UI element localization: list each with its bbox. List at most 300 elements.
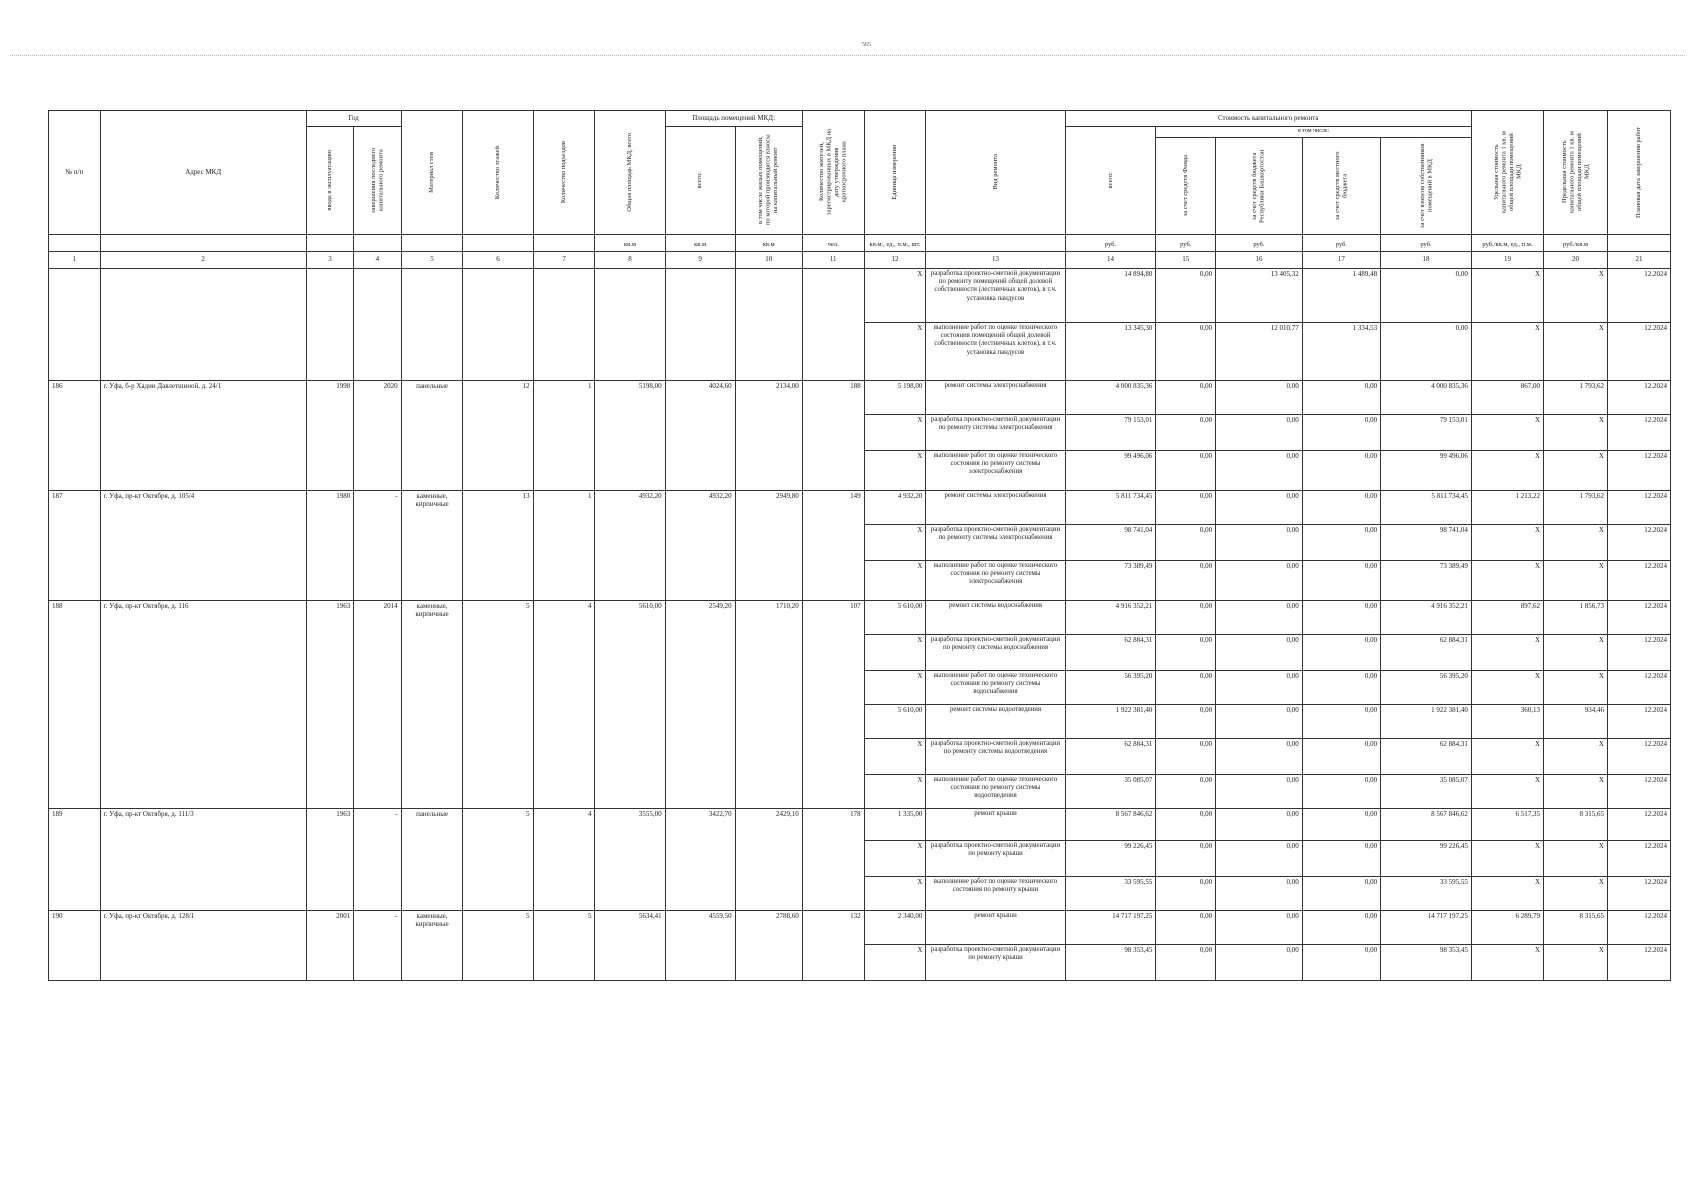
cost-fund: 0,00: [1156, 634, 1216, 670]
house-number: 187: [49, 490, 101, 524]
entrances: 1: [533, 490, 595, 524]
area-residential: [735, 774, 802, 808]
total-area: [595, 876, 665, 910]
cost-republic: 0,00: [1216, 490, 1303, 524]
residents: 178: [802, 808, 864, 840]
last-repair-year: [354, 524, 401, 560]
limit-cost: X: [1544, 450, 1608, 490]
residents: [802, 876, 864, 910]
wall-material: панельные: [401, 380, 463, 414]
work-type: ремонт крыши: [926, 808, 1065, 840]
cost-total: 13 345,30: [1065, 322, 1156, 380]
limit-cost: X: [1544, 738, 1608, 774]
total-area: [595, 560, 665, 600]
house-number: [49, 840, 101, 876]
floors: [463, 670, 533, 704]
residents: [802, 738, 864, 774]
limit-cost: 1 856,73: [1544, 600, 1608, 634]
wall-material: [401, 704, 463, 738]
entrances: [533, 774, 595, 808]
total-area: [595, 414, 665, 450]
residents: [802, 944, 864, 980]
cost-owners: 0,00: [1381, 268, 1472, 322]
house-address: [100, 322, 306, 380]
cost-owners: 4 916 352,21: [1381, 600, 1472, 634]
unit-value: 5 610,00: [864, 704, 926, 738]
area-all: [665, 944, 735, 980]
cost-republic: 13 405,32: [1216, 268, 1303, 322]
floors: [463, 944, 533, 980]
table-row: [49, 600, 1671, 634]
limit-cost: 8 315,65: [1544, 910, 1608, 944]
hdr-commission-year: ввода в эксплуатацию: [306, 127, 353, 235]
last-repair-year: [354, 450, 401, 490]
cost-republic: 12 010,77: [1216, 322, 1303, 380]
commission-year: [306, 322, 353, 380]
colnum: 11: [802, 251, 864, 268]
unit-value: X: [864, 450, 926, 490]
limit-cost: X: [1544, 840, 1608, 876]
residents: 132: [802, 910, 864, 944]
house-number: [49, 876, 101, 910]
table-row: [49, 524, 1671, 560]
commission-year: [306, 774, 353, 808]
unit-value: X: [864, 634, 926, 670]
plan-date: 12.2024: [1607, 268, 1670, 322]
work-type: разработка проектно-сметной документации по ремонту системы водоотведения: [926, 738, 1065, 774]
commission-year: 1998: [306, 380, 353, 414]
cost-owners: 99 226,45: [1381, 840, 1472, 876]
cost-total: 5 811 734,45: [1065, 490, 1156, 524]
unit-cost: X: [1471, 634, 1543, 670]
residents: [802, 322, 864, 380]
cost-fund: 0,00: [1156, 808, 1216, 840]
hdr-plan-date: Плановая дата завершения работ: [1607, 111, 1670, 235]
area-all: [665, 670, 735, 704]
unit-cost: X: [1471, 560, 1543, 600]
commission-year: 1980: [306, 490, 353, 524]
wall-material: [401, 876, 463, 910]
work-type: разработка проектно-сметной документации по ремонту крыши: [926, 840, 1065, 876]
total-area: 3555,00: [595, 808, 665, 840]
cost-local: 0,00: [1302, 414, 1380, 450]
cost-fund: 0,00: [1156, 876, 1216, 910]
cost-local: 0,00: [1302, 704, 1380, 738]
table-row: [49, 560, 1671, 600]
total-area: [595, 840, 665, 876]
unit-18: руб.: [1381, 234, 1472, 251]
plan-date: 12.2024: [1607, 738, 1670, 774]
last-repair-year: [354, 876, 401, 910]
cost-fund: 0,00: [1156, 322, 1216, 380]
plan-date: 12.2024: [1607, 560, 1670, 600]
area-residential: 1710,20: [735, 600, 802, 634]
last-repair-year: [354, 670, 401, 704]
work-type: выполнение работ по оценке технического состояния по ремонту системы водоснабжения: [926, 670, 1065, 704]
unit-value: X: [864, 268, 926, 322]
colnum: 9: [665, 251, 735, 268]
cost-republic: 0,00: [1216, 600, 1303, 634]
cost-republic: 0,00: [1216, 450, 1303, 490]
unit-cost: 6 289,79: [1471, 910, 1543, 944]
residents: [802, 560, 864, 600]
cost-local: 0,00: [1302, 670, 1380, 704]
unit-19: руб./кв.м, ед., п.м.: [1471, 234, 1543, 251]
hdr-cost-fund: за счет средств Фонда: [1156, 137, 1216, 234]
entrances: [533, 840, 595, 876]
unit-value: X: [864, 944, 926, 980]
unit-value: X: [864, 414, 926, 450]
cost-local: 0,00: [1302, 910, 1380, 944]
page-number: 565: [862, 42, 871, 48]
unit-value: 2 340,00: [864, 910, 926, 944]
house-address: [100, 944, 306, 980]
unit-value: X: [864, 670, 926, 704]
cost-fund: 0,00: [1156, 380, 1216, 414]
floors: [463, 450, 533, 490]
table-row: [49, 380, 1671, 414]
table-row: [49, 840, 1671, 876]
area-all: [665, 774, 735, 808]
house-number: [49, 634, 101, 670]
last-repair-year: [354, 704, 401, 738]
wall-material: [401, 524, 463, 560]
unit-cost: X: [1471, 944, 1543, 980]
table-row: [49, 670, 1671, 704]
last-repair-year: [354, 268, 401, 322]
work-type: выполнение работ по оценке технического состояния по ремонту системы электроснабжения: [926, 450, 1065, 490]
cost-owners: 33 595,55: [1381, 876, 1472, 910]
work-type: ремонт системы водоотведения: [926, 704, 1065, 738]
total-area: [595, 634, 665, 670]
total-area: [595, 524, 665, 560]
house-address: [100, 268, 306, 322]
cost-fund: 0,00: [1156, 268, 1216, 322]
cost-total: 79 153,01: [1065, 414, 1156, 450]
floors: 5: [463, 600, 533, 634]
plan-date: 12.2024: [1607, 524, 1670, 560]
limit-cost: 1 793,62: [1544, 380, 1608, 414]
hdr-area-residential: в том числе жилых помещений, по которой производятся взносы на капитальный ремонт: [735, 127, 802, 235]
cost-owners: 0,00: [1381, 322, 1472, 380]
hdr-cost-local: за счет средств местного бюджета: [1302, 137, 1380, 234]
hdr-wall-material: Материал стен: [401, 111, 463, 235]
colnum: 18: [1381, 251, 1472, 268]
plan-date: 12.2024: [1607, 414, 1670, 450]
entrances: [533, 738, 595, 774]
hdr-year-group: Год: [306, 111, 401, 127]
cost-republic: 0,00: [1216, 774, 1303, 808]
table-row: [49, 268, 1671, 322]
entrances: [533, 268, 595, 322]
colnum: 14: [1065, 251, 1156, 268]
commission-year: [306, 670, 353, 704]
entrances: 1: [533, 380, 595, 414]
unit-cost: X: [1471, 670, 1543, 704]
area-residential: 2134,00: [735, 380, 802, 414]
colnum: 5: [401, 251, 463, 268]
last-repair-year: [354, 560, 401, 600]
area-residential: 2949,80: [735, 490, 802, 524]
area-all: [665, 738, 735, 774]
cost-fund: 0,00: [1156, 738, 1216, 774]
limit-cost: X: [1544, 560, 1608, 600]
plan-date: 12.2024: [1607, 910, 1670, 944]
plan-date: 12.2024: [1607, 704, 1670, 738]
cost-fund: 0,00: [1156, 840, 1216, 876]
unit-value: X: [864, 840, 926, 876]
cost-total: 56 395,20: [1065, 670, 1156, 704]
hdr-floors: Количество этажей: [463, 111, 533, 235]
table-row: [49, 322, 1671, 380]
wall-material: каменные, кирпичные: [401, 490, 463, 524]
commission-year: [306, 634, 353, 670]
limit-cost: 934,46: [1544, 704, 1608, 738]
cost-fund: 0,00: [1156, 774, 1216, 808]
floors: [463, 322, 533, 380]
cost-republic: 0,00: [1216, 738, 1303, 774]
work-type: разработка проектно-сметной документации по ремонту крыши: [926, 944, 1065, 980]
cost-republic: 0,00: [1216, 876, 1303, 910]
entrances: [533, 450, 595, 490]
cost-owners: 4 000 835,36: [1381, 380, 1472, 414]
house-number: [49, 774, 101, 808]
area-all: [665, 840, 735, 876]
area-residential: [735, 670, 802, 704]
commission-year: 1963: [306, 808, 353, 840]
hdr-entrances: Количество подъездов: [533, 111, 595, 235]
unit-value: 5 198,00: [864, 380, 926, 414]
table-row: [49, 774, 1671, 808]
unit-12: кв.м., ед., п.м., шт.: [864, 234, 926, 251]
table-row: [49, 490, 1671, 524]
work-type: выполнение работ по оценке технического состояния по ремонту крыши: [926, 876, 1065, 910]
cost-local: 0,00: [1302, 774, 1380, 808]
hdr-unit-cost: Удельная стоимость капитального ремонта 1 кв. м общей площади помещений МКД: [1471, 111, 1543, 235]
area-residential: [735, 268, 802, 322]
wall-material: [401, 634, 463, 670]
cost-republic: 0,00: [1216, 670, 1303, 704]
plan-date: 12.2024: [1607, 840, 1670, 876]
limit-cost: X: [1544, 944, 1608, 980]
wall-material: [401, 450, 463, 490]
commission-year: 1963: [306, 600, 353, 634]
residents: 107: [802, 600, 864, 634]
cost-total: 1 922 381,40: [1065, 704, 1156, 738]
total-area: 5610,00: [595, 600, 665, 634]
cost-local: 0,00: [1302, 600, 1380, 634]
colnum: 20: [1544, 251, 1608, 268]
house-address: [100, 738, 306, 774]
colnum: 12: [864, 251, 926, 268]
total-area: [595, 774, 665, 808]
hdr-cost-total: всего:: [1065, 127, 1156, 235]
entrances: 4: [533, 808, 595, 840]
last-repair-year: [354, 634, 401, 670]
plan-date: 12.2024: [1607, 944, 1670, 980]
commission-year: [306, 414, 353, 450]
limit-cost: X: [1544, 634, 1608, 670]
area-residential: [735, 560, 802, 600]
commission-year: [306, 876, 353, 910]
cost-total: 35 085,07: [1065, 774, 1156, 808]
house-number: [49, 322, 101, 380]
cost-fund: 0,00: [1156, 670, 1216, 704]
hdr-num: № п/п: [49, 111, 101, 235]
table-row: [49, 414, 1671, 450]
house-number: [49, 944, 101, 980]
house-address: [100, 450, 306, 490]
unit-value: X: [864, 774, 926, 808]
hdr-incl: в том числе:: [1156, 127, 1472, 138]
work-type: разработка проектно-сметной документации по ремонту помещений общей долевой собственности (лестничных клеток), в т.ч. установка пандусов: [926, 268, 1065, 322]
house-address: [100, 774, 306, 808]
last-repair-year: -: [354, 910, 401, 944]
plan-date: 12.2024: [1607, 634, 1670, 670]
total-area: [595, 322, 665, 380]
cost-republic: 0,00: [1216, 840, 1303, 876]
colnum: 16: [1216, 251, 1303, 268]
total-area: [595, 450, 665, 490]
cost-owners: 1 922 381,40: [1381, 704, 1472, 738]
cost-fund: 0,00: [1156, 524, 1216, 560]
cost-owners: 35 085,07: [1381, 774, 1472, 808]
cost-total: 98 353,45: [1065, 944, 1156, 980]
house-address: г. Уфа, пр-кт Октября, д. 128/1: [100, 910, 306, 944]
plan-date: 12.2024: [1607, 876, 1670, 910]
plan-date: 12.2024: [1607, 450, 1670, 490]
cost-local: 0,00: [1302, 490, 1380, 524]
commission-year: [306, 268, 353, 322]
house-number: 189: [49, 808, 101, 840]
area-all: [665, 634, 735, 670]
cost-total: 4 916 352,21: [1065, 600, 1156, 634]
unit-value: X: [864, 524, 926, 560]
area-residential: [735, 840, 802, 876]
house-address: [100, 524, 306, 560]
cost-owners: 98 353,45: [1381, 944, 1472, 980]
colnum: 13: [926, 251, 1065, 268]
cost-local: 0,00: [1302, 738, 1380, 774]
plan-date: 12.2024: [1607, 670, 1670, 704]
wall-material: [401, 738, 463, 774]
area-all: [665, 322, 735, 380]
last-repair-year: -: [354, 490, 401, 524]
house-number: [49, 414, 101, 450]
entrances: [533, 560, 595, 600]
area-all: [665, 414, 735, 450]
unit-cost: X: [1471, 876, 1543, 910]
unit-cost: 1 213,22: [1471, 490, 1543, 524]
area-all: [665, 876, 735, 910]
cost-fund: 0,00: [1156, 490, 1216, 524]
wall-material: каменные, кирпичные: [401, 600, 463, 634]
total-area: [595, 268, 665, 322]
limit-cost: X: [1544, 414, 1608, 450]
work-type: ремонт системы электроснабжения: [926, 380, 1065, 414]
wall-material: [401, 414, 463, 450]
area-residential: 2788,60: [735, 910, 802, 944]
cost-fund: 0,00: [1156, 450, 1216, 490]
area-all: [665, 450, 735, 490]
area-residential: [735, 738, 802, 774]
hdr-address: Адрес МКД: [100, 111, 306, 235]
area-residential: [735, 704, 802, 738]
plan-date: 12.2024: [1607, 380, 1670, 414]
residents: 188: [802, 380, 864, 414]
last-repair-year: -: [354, 808, 401, 840]
plan-date: 12.2024: [1607, 600, 1670, 634]
work-type: выполнение работ по оценке технического состояния по ремонту системы водоотведения: [926, 774, 1065, 808]
cost-local: 0,00: [1302, 634, 1380, 670]
unit-cost: X: [1471, 414, 1543, 450]
floors: 13: [463, 490, 533, 524]
wall-material: [401, 774, 463, 808]
table-row: [49, 910, 1671, 944]
unit-cost: X: [1471, 774, 1543, 808]
unit-cost: X: [1471, 268, 1543, 322]
unit-cost: 897,62: [1471, 600, 1543, 634]
cost-local: 0,00: [1302, 876, 1380, 910]
residents: [802, 704, 864, 738]
hdr-cost-group: Стоимость капитального ремонта: [1065, 111, 1471, 127]
cost-republic: 0,00: [1216, 910, 1303, 944]
hdr-area-all: всего:: [665, 127, 735, 235]
work-type: ремонт системы электроснабжения: [926, 490, 1065, 524]
area-all: 4024,60: [665, 380, 735, 414]
cost-owners: 98 741,04: [1381, 524, 1472, 560]
work-type: выполнение работ по оценке технического состояния помещений общей долевой собственности (лестничных клеток), в т.ч. установка пандусов: [926, 322, 1065, 380]
floors: 5: [463, 910, 533, 944]
total-area: [595, 738, 665, 774]
commission-year: [306, 944, 353, 980]
house-number: [49, 450, 101, 490]
floors: [463, 414, 533, 450]
limit-cost: X: [1544, 670, 1608, 704]
house-number: [49, 524, 101, 560]
total-area: 5198,00: [595, 380, 665, 414]
residents: [802, 268, 864, 322]
unit-cost: X: [1471, 450, 1543, 490]
residents: [802, 524, 864, 560]
cost-fund: 0,00: [1156, 944, 1216, 980]
colnum: 21: [1607, 251, 1670, 268]
work-type: разработка проектно-сметной документации по ремонту системы водоснабжения: [926, 634, 1065, 670]
cost-republic: 0,00: [1216, 704, 1303, 738]
unit-value: X: [864, 738, 926, 774]
cost-total: 33 595,55: [1065, 876, 1156, 910]
last-repair-year: [354, 414, 401, 450]
cost-owners: 14 717 197,25: [1381, 910, 1472, 944]
cost-local: 0,00: [1302, 944, 1380, 980]
last-repair-year: 2020: [354, 380, 401, 414]
unit-cost: 360,13: [1471, 704, 1543, 738]
table-row: [49, 704, 1671, 738]
house-number: [49, 738, 101, 774]
cost-fund: 0,00: [1156, 414, 1216, 450]
entrances: [533, 322, 595, 380]
unit-15: руб.: [1156, 234, 1216, 251]
cost-local: 0,00: [1302, 560, 1380, 600]
cost-fund: 0,00: [1156, 704, 1216, 738]
area-residential: [735, 876, 802, 910]
unit-16: руб.: [1216, 234, 1303, 251]
unit-value: X: [864, 322, 926, 380]
cost-owners: 62 884,31: [1381, 634, 1472, 670]
hdr-unit: Единица измерения: [864, 111, 926, 235]
colnum: 1: [49, 251, 101, 268]
cost-fund: 0,00: [1156, 910, 1216, 944]
